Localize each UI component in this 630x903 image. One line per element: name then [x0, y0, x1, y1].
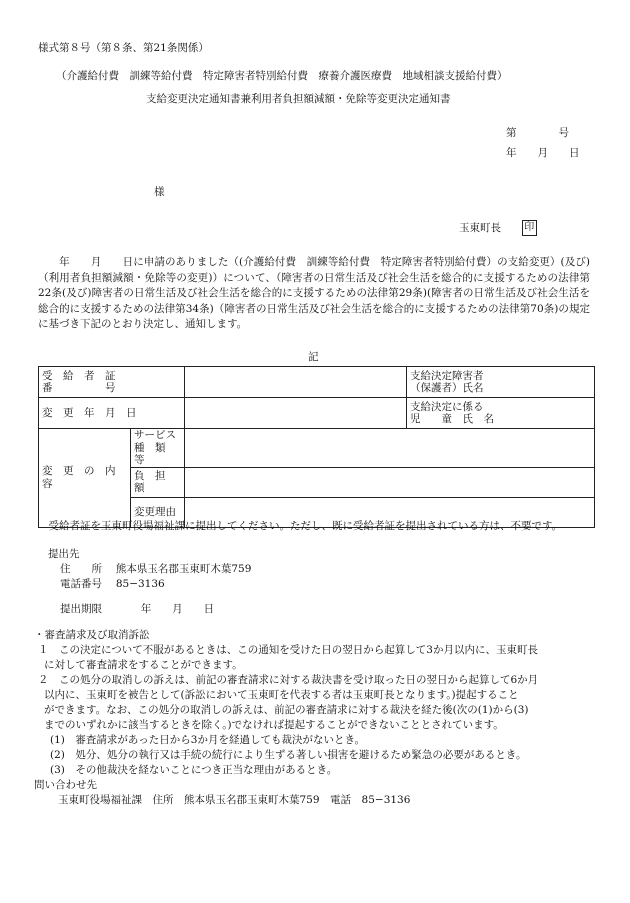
document-number: 第 号 — [506, 127, 569, 139]
change-reason-label: 変更理由 — [131, 497, 185, 527]
guardian-name-label: 支給決定障害者 — [410, 369, 484, 382]
appeal-heading: ・審査請求及び取消訴訟 — [34, 629, 150, 641]
inquiry-contact: 玉東町役場福祉課 住所 熊本県玉名郡玉東町木葉759 電話 85−3136 — [58, 794, 411, 806]
submit-to-heading: 提出先 — [48, 548, 80, 560]
address-value: 熊本県玉名郡玉東町木葉759 — [115, 563, 252, 575]
burden-amount-label: 負 担 額 — [131, 467, 185, 497]
service-type-value — [185, 429, 595, 468]
change-content-label: 変 更 の 内 容 — [39, 429, 131, 528]
appeal-section: ・審査請求及び取消訴訟 １ この決定について不服があるときは、この通知を受けた日の翌日から起算して3か月以内に、玉東町長 に対して審査請求をすることができます。 ２ この処分の取消しの訴えは、前記の審査請求に対する裁決書を受け取った日の翌日から起算して6か月 以内に、玉東町を被告として(訴訟において玉東町を代表する者は玉東町長となります。)提起すること ができます。なお、この処分の取消しの訴えは、前記の審査請求に対する裁決を経た後(次の(1)から(3) までのいずれかに該当するときを除く。)でなければ提起することができないこととされています。 (1) 審査請求があった日から3か月を経過しても裁決がないとき。 (2) 処分、処分の執行又は手続の続行により生ずる著しい損害を避けるため緊急の必要があるとき。 (3) その他裁決を経ないことにつき正当な理由があるとき。 問い合わせ先 玉東町役場福祉課 住所 熊本県玉名郡玉東町木葉759 電話 85−3136 — [38, 628, 598, 808]
benefit-categories: （介護給付費 訓練等給付費 特定障害者特別給付費 療養介護医療費 地域相談支援給付費） — [56, 70, 508, 82]
ki-heading: 記 — [308, 351, 319, 363]
decision-table — [38, 366, 595, 528]
phone-value: 85−3136 — [115, 578, 165, 590]
seal-box: 印 — [522, 220, 537, 236]
submit-address-row — [60, 563, 251, 576]
deadline-row — [60, 603, 214, 616]
child-name-cell: 支給決定に係る 児 童 氏 名 — [407, 398, 595, 429]
service-type-label: サービス 種 類 等 — [131, 429, 185, 468]
addressee-suffix: 様 — [154, 186, 165, 198]
submit-notice: 受給者証を玉東町役場福祉課に提出してください。ただし、既に受給者証を提出されている方は、不要です。 — [38, 520, 563, 532]
appeal-item-1: １ この決定について不服があるときは、この通知を受けた日の翌日から起算して3か月以内に、玉東町長 — [38, 644, 538, 656]
issuer-name: 玉東町長 — [459, 222, 501, 234]
child-name-label: 支給決定に係る — [410, 400, 484, 413]
deadline-value: 年 月 日 — [140, 603, 215, 615]
address-label: 住 所 — [60, 563, 102, 575]
submit-phone-row — [60, 578, 165, 591]
appeal-item-2: ２ この処分の取消しの訴えは、前記の審査請求に対する裁決書を受け取った日の翌日から起算して6か月 — [38, 674, 539, 686]
phone-label: 電話番号 — [60, 578, 102, 590]
issue-date: 年 月 日 — [506, 147, 580, 159]
document-title: 支給変更決定通知書兼利用者負担額減額・免除等変更決定通知書 — [146, 93, 451, 105]
change-date-label: 変 更 年 月 日 — [39, 398, 185, 429]
recipient-number-label: 受 給 者 証 番 号 — [39, 367, 185, 398]
appeal-subitem-3: (3) その他裁決を経ないことにつき正当な理由があるとき。 — [50, 764, 338, 776]
burden-amount-value — [185, 467, 595, 497]
form-number: 様式第８号（第８条、第21条関係） — [38, 42, 209, 54]
deadline-label: 提出期限 — [60, 603, 102, 615]
issuer — [459, 220, 537, 236]
change-date-value — [185, 398, 407, 429]
guardian-name-cell: 支給決定障害者 （保護者）氏名 — [407, 367, 595, 398]
appeal-subitem-1: (1) 審査請求があった日から3か月を経過しても裁決がないとき。 — [50, 734, 366, 746]
notice-paragraph: 年 月 日に申請のありました（(介護給付費 訓練等給付費 特定障害者特別給付費）の支給変更）(及び)（利用者負担額減額・免除等の変更)）について、（障害者の日常生活及び社会生活を総合的に支援するための法律第22条(及び)障害者の日常生活及び社会生活を総合的に支援するための法律第29条)(障害者の日常生活及び社会生活を総合的に支援するための法律第34条)（障害者の日常生活及び社会生活を総合的に支援するための法律第70条)の規定に基づき下記のとおり決定し、通知します。 — [38, 256, 590, 330]
recipient-number-value — [185, 367, 407, 398]
inquiry-heading: 問い合わせ先 — [34, 779, 97, 791]
appeal-subitem-2: (2) 処分、処分の執行又は手続の続行により生ずる著しい損害を避けるため緊急の必要があるとき。 — [50, 749, 527, 761]
